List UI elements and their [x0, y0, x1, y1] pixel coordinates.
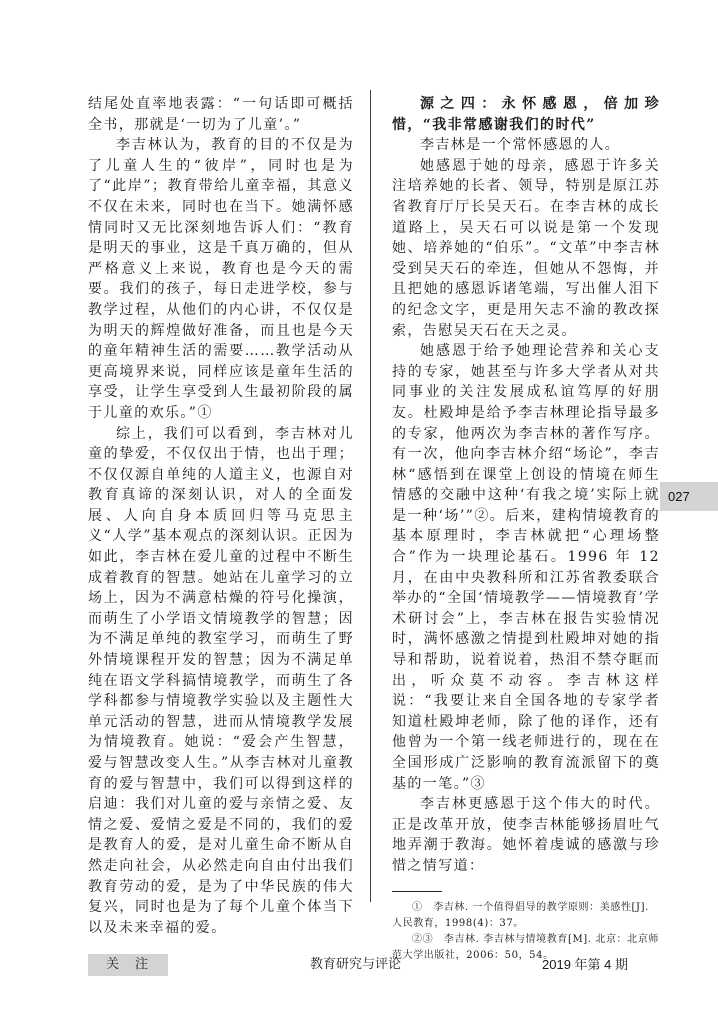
- paragraph: 她感恩于给予她理论营养和关心支持的专家，她甚至与许多大学者从对共同事业的关注发展成私谊笃厚的好朋友。杜殿坤是给予李吉林理论指导最多的专家，他两次为李吉林的著作写序。有一次，他向李吉林介绍“场论”，李吉林“感悟到在课堂上创设的情境在师生情感的交融中这种‘有我之境’实际上就是一种‘场’”②。后来，建构情境教育的基本原理时，李吉林就把“心理场整合”作为一块理论基石。1996 年 12 月，在由中央教科所和江苏省教委联合举办的“全国‘情境教学——情境教育’学术研讨会”上，李吉林在报告实验情况时，满怀感激之情提到杜殿坤对她的指导和帮助，说着说着，热泪不禁夺眶而出，听众莫不动容。李吉林这样说：“我要让来自全国各地的专家学者知道杜殿坤老师，除了他的译作，还有他曾为一个第一线老师进行的，现在在全国形成广泛影响的教育流派留下的奠基的一笔。”③: [392, 343, 660, 792]
- footnotes: [392, 900, 660, 964]
- footer-journal-title: 教育研究与评论: [310, 957, 402, 972]
- paragraph: 李吉林更感恩于这个伟大的时代。正是改革开放，使李吉林能够扬眉吐气地弄潮于教海。她怀着虔诚的感激与珍惜之情写道：: [392, 796, 660, 874]
- paragraph: 结尾处直率地表露：“一句话即可概括全书，那就是‘一切为了儿童’。”: [88, 96, 354, 133]
- footnote-block: [392, 877, 660, 964]
- page-number-tab: 027: [660, 482, 718, 511]
- left-column: [88, 94, 354, 938]
- footer-issue: 2019 年第 4 期: [542, 957, 628, 972]
- right-column: [392, 94, 660, 877]
- footer-section-tag: 关注: [88, 954, 168, 976]
- paragraph: 综上，我们可以看到，李吉林对儿童的挚爱，不仅仅出于情，也出于理；不仅仅源自单纯的人道主义，也源自对教育真谛的深刻认识，对人的全面发展、人向自身本质回归等马克思主义“人学”基本观点的深刻认识。正因为如此，李吉林在爱儿童的过程中不断生成着教育的智慧。她站在儿童学习的立场上，因为不满意枯燥的符号化操演，而萌生了小学语文情境教学的智慧；因为不满足单纯的教室学习，而萌生了野外情境课程开发的智慧；因为不满足单纯在语文学科搞情境教学，而萌生了各学科都参与情境教学实验以及主题性大单元活动的智慧，进而从情境教学发展为情境教育。她说：“爱会产生智慧，爱与智慧改变人生。”从李吉林对儿童教育的爱与智慧中，我们可以得到这样的启迪：我们对儿童的爱与亲情之爱、友情之爱、爱情之爱是不同的，我们的爱是教育人的爱，是对儿童生命不断从自然走向社会，从必然走向自由付出我们教育劳动的爱，是为了中华民族的伟大复兴，同时也是为了每个儿童个体当下以及未来幸福的爱。: [88, 425, 354, 936]
- paragraph: 她感恩于她的母亲，感恩于许多关注培养她的长者、领导，特别是原江苏省教育厅厅长吴天石。在李吉林的成长道路上，吴天石可以说是第一个发现她、培养她的“伯乐”。“文革”中李吉林受到吴天石的牵连，但她从不怨悔，并且把她的感恩诉诸笔端，写出催人泪下的纪念文字，更是用矢志不渝的教改探索，告慰吴天石在天之灵。: [392, 157, 660, 339]
- right-column-wrapper: [392, 94, 660, 961]
- footnote-rule: [392, 891, 442, 892]
- section-heading: 源之四：永怀感恩，倍加珍惜，“我非常感谢我们的时代”: [392, 96, 660, 133]
- footnote: ① 李吉林. 一个值得倡导的教学原则：美感性[J]. 人民教育，1998(4)：37。: [392, 901, 649, 929]
- paragraph: 李吉林是一个常怀感恩的人。: [420, 137, 621, 154]
- column-divider: [370, 90, 371, 902]
- paragraph: 李吉林认为，教育的目的不仅是为了儿童人生的“彼岸”，同时也是为了“此岸”；教育带给儿童幸福，其意义不仅在未来，同时也在当下。她满怀感情同时又无比深刻地告诉人们：“教育是明天的事业，这是千真万确的，但从严格意义上来说，教育也是今天的需要。我们的孩子，每日走进学校，参与教学过程，从他们的内心讲，不仅仅是为明天的辉煌做好准备，而且也是今天的童年精神生活的需要……教学活动从更高境界来说，同样应该是童年生活的享受，让学生享受到人生最初阶段的属于儿童的欢乐。”①: [88, 137, 354, 421]
- footnote: ②③ 李吉林. 李吉林与情境教育[M]. 北京：北京师范大学出版社，2006：50，54。: [392, 933, 659, 961]
